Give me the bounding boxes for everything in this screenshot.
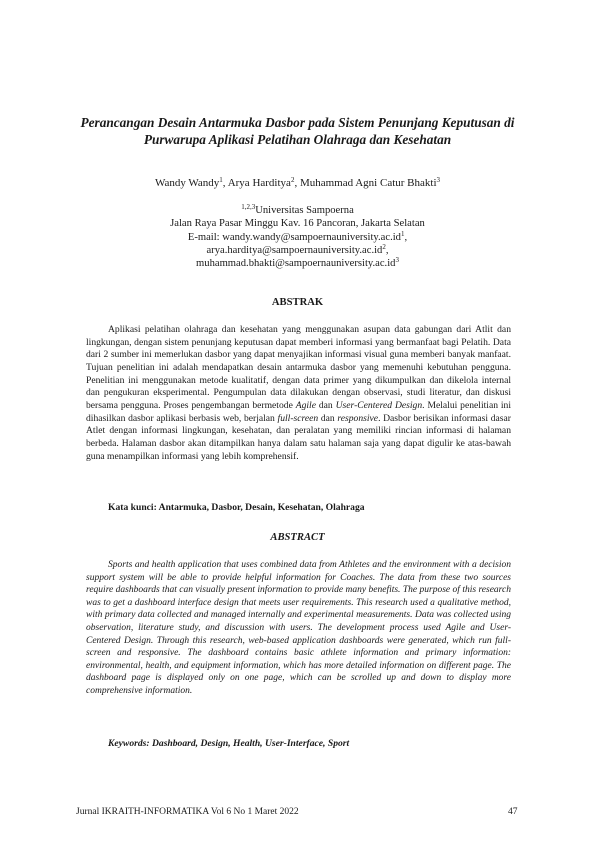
author-sup: 2 <box>290 176 295 184</box>
abstrak-body <box>86 324 511 463</box>
affiliation-block <box>60 204 535 270</box>
email-address: wandy.wandy@sampoernauniversity.ac.id <box>222 231 401 243</box>
footer-page-number: 47 <box>508 807 518 817</box>
author-sup: 3 <box>436 176 441 184</box>
email-line <box>60 257 535 270</box>
abstract-body <box>86 559 511 698</box>
affiliation-sup: 1,2,3 <box>241 203 256 211</box>
email-line: E-mail: $wandy.wandy@sampoernauniversity.ac.id^1$, <box>187 229 408 243</box>
author-list: Wandy Wandy$^1$, Arya Harditya$^2$, Muhammad Agni Catur Bhakti$^3$ <box>154 176 441 189</box>
footer-journal: Jurnal IKRAITH-INFORMATIKA Vol 6 No 1 Maret 2022 <box>76 807 299 817</box>
author-sup: 1 <box>219 176 223 184</box>
email-label: E-mail: <box>187 231 223 243</box>
affiliation-university-line <box>60 204 535 217</box>
kata-kunci: Kata kunci: Antarmuka, Dasbor, Desain, Kesehatan, Olahraga <box>108 502 365 513</box>
email-sup: 1 <box>400 229 405 238</box>
email-line: $arya.harditya@sampoernauniversity.ac.id^2$, <box>206 242 389 256</box>
abstrak-text: Aplikasi pelatihan olahraga dan kesehatan yang menggunakan asupan data gabungan dari Atlit dan lingkungan, dengan sistem penunjang keputusan dapat memberi informasi yang bermanfaat bagi Pelatih. Data dari 2 sumber ini memerlukan dasbor yang dapat menyajikan informasi visual guna memberi banyak manfaat. Tujuan penelitian ini adalah mendapatkan desain antarmuka dasbor yang memenuhi kebutuhan pengguna. Penelitian ini menggunakan metode kualitatif, dengan data primer yang dikumpulkan dan dikelola internal dan pengukuran eksperimental. Pengumpulan data dilakukan dengan observasi, studi literatur, dan diskusi bersama pengguna. Proses pengembangan bermetode <box>86 324 511 411</box>
abstrak-emphasis: Agile <box>295 399 316 411</box>
abstrak-emphasis: responsive <box>337 412 379 424</box>
email-sup: 3 <box>395 256 399 265</box>
keywords: Keywords: Dashboard, Design, Health, User-Interface, Sport <box>108 738 350 749</box>
abstract-heading: ABSTRACT <box>270 532 325 543</box>
author-name: Muhammad Agni Catur Bhakti <box>299 177 437 189</box>
abstract-paragraph: Sports and health application that uses combined data from Athletes and the environment with a decision support system will be able to provide helpful information for Coaches. The data from these two sources require dashboards that can visually present information to provide many benefits. The purpose of this research was to get a dashboard interface design that meets user requirements. This research used a qualitative method, with primary data collected and managed internally and experimental measurements. Data was collected using observation, literature study, and discussion with users. The development process used Agile and User-Centered Design. Through this research, web-based application dashboards were generated, which run full-screen and responsive. The dashboard contains basic athlete information and primary information: environmental, health, and equipment information, which has more detailed information on different page. The dashboard page is displayed only on one page, which can be scrolled up and down to display more comprehensive information. <box>86 560 511 696</box>
author-name: Arya Harditya <box>227 177 291 189</box>
email-sup: 2 <box>382 242 386 251</box>
author-name: Wandy Wandy <box>154 177 220 189</box>
abstrak-text: dan <box>315 399 336 411</box>
paper-title: Perancangan Desain Antarmuka Dasbor pada Sistem Penunjang Keputusan di Purwarupa Aplikasi Pelatihan Olahraga dan Kesehatan <box>80 115 515 147</box>
abstrak-text: . Melalui penelitian ini dihasilkan dasbor aplikasi berbasis web, berjalan <box>86 399 512 424</box>
abstrak-text: dan <box>318 412 338 424</box>
abstrak-heading: ABSTRAK <box>271 297 324 308</box>
university-name: Universitas Sampoerna <box>255 205 354 216</box>
abstrak-emphasis: full-screen <box>277 412 319 424</box>
abstrak-emphasis: User-Centered Design <box>335 399 423 411</box>
abstrak-text: . Dasbor berisikan informasi dasar Atlet dengan informasi lingkungan, kesehatan, dan peralatan yang memiliki rincian informasi di halaman berbeda. Halaman dasbor akan ditampilkan hanya dalam satu halaman saja yang dapat digulir ke atas-bawah guna menampilkan informasi yang lebih komprehensif. <box>86 412 511 462</box>
abstrak-paragraph <box>86 324 511 463</box>
affiliation-address: Jalan Raya Pasar Minggu Kav. 16 Pancoran, Jakarta Selatan <box>170 218 425 230</box>
email-address: arya.harditya@sampoernauniversity.ac.id <box>206 244 383 256</box>
email-address: muhammad.bhakti@sampoernauniversity.ac.id <box>196 258 396 270</box>
